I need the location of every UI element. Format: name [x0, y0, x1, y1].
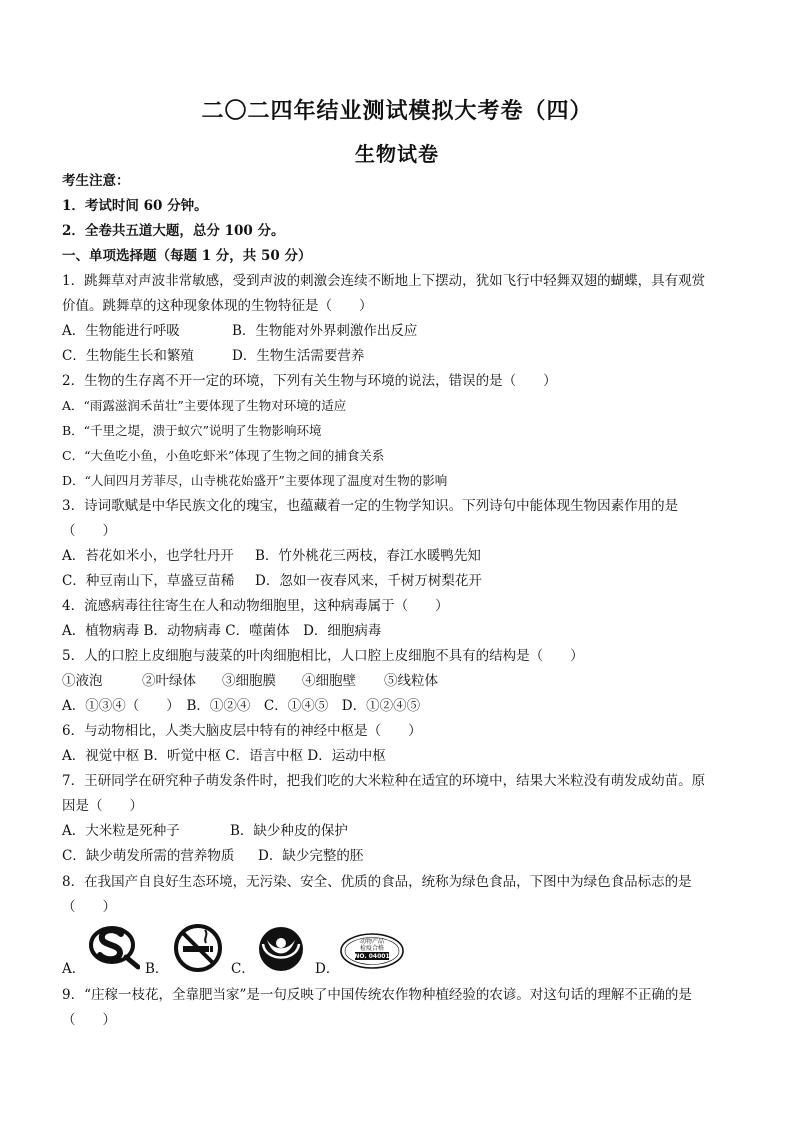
q1-options-row1 [62, 322, 417, 340]
q2-stem: 2．生物的生存离不开一定的环境，下列有关生物与环境的说法，错误的是（ ） [62, 373, 557, 389]
animal-quarantine-stamp-icon [339, 932, 405, 970]
q8-stem-line1: 8．在我国产自良好生态环境，无污染、安全、优质的食品，统称为绿色食品，下图中为绿色食品标志的是 [62, 874, 692, 890]
notice-item-2: 2．全卷共五道大题，总分 100 分。 [62, 223, 285, 239]
q9-stem-line2: （ ） [62, 1012, 116, 1028]
q2-option-c: C．“大鱼吃小鱼，小鱼吃虾米”体现了生物之间的捕食关系 [62, 448, 385, 463]
q1-options-row2 [62, 347, 364, 365]
qs-quality-logo-icon [88, 924, 140, 974]
q8-option-c-label: C． [231, 961, 255, 977]
stamp-line-2: 检疫合格 [359, 945, 384, 952]
q1-stem-line1: 1．跳舞草对声波非常敏感，受到声波的刺激会连续不断地上下摆动，犹如飞行中轻舞双翅的蝴蝶，具有观赏 [62, 273, 706, 289]
q3-option-a: A．苔花如米小，也学牡丹开 [62, 548, 234, 564]
q9-stem-line1: 9．“庄稼一枝花，全靠肥当家”是一句反映了中国传统农作物种植经验的农谚。对这句话的理解不正确的是 [62, 987, 692, 1003]
q1-option-b: B．生物能对外界刺激作出反应 [232, 323, 418, 339]
q5-item: ④细胞壁 [302, 673, 356, 689]
q5-item: ③细胞膜 [222, 673, 276, 689]
q3-option-b: B．竹外桃花三两枝，春江水暖鸭先知 [255, 548, 481, 564]
q3-options-row1 [62, 547, 481, 565]
q1-option-d: D．生物生活需要营养 [232, 348, 365, 364]
q7-option-c: C．缺少萌发所需的营养物质 [62, 848, 235, 864]
q3-stem-line1: 3．诗词歌赋是中华民族文化的瑰宝，也蕴藏着一定的生物学知识。下列诗句中能体现生物因素作用的是 [62, 498, 679, 514]
q3-stem-line2: （ ） [62, 523, 116, 539]
green-food-logo-icon [255, 924, 307, 978]
exam-subtitle: 生物试卷 [355, 142, 439, 166]
q6-options: A．视觉中枢 B．听觉中枢 C．语言中枢 D．运动中枢 [62, 748, 386, 764]
stamp-line-1: 动物产品 [359, 938, 384, 945]
q5-item: ②叶绿体 [142, 673, 196, 689]
q2-option-a: A．“雨露滋润禾苗壮”主要体现了生物对环境的适应 [62, 398, 347, 413]
q5-stem: 5．人的口腔上皮细胞与菠菜的叶肉细胞相比，人口腔上皮细胞不具有的结构是（ ） [62, 648, 584, 664]
q5-options: A．①③④（ ） B．①②④ C．①④⑤ D．①②④⑤ [62, 698, 421, 714]
q4-options: A．植物病毒 B．动物病毒 C．噬菌体 D．细胞病毒 [62, 623, 382, 639]
q8-option-a-label: A． [62, 961, 86, 977]
q8-stem-line2: （ ） [62, 899, 116, 915]
q6-stem: 6．与动物相比，人类大脑皮层中特有的神经中枢是（ ） [62, 723, 422, 739]
q5-item: ①液泡 [62, 673, 103, 689]
q8-option-d-label: D． [315, 961, 340, 977]
no-smoking-icon [172, 922, 224, 978]
q4-stem: 4．流感病毒往往寄生在人和动物细胞里，这种病毒属于（ ） [62, 598, 449, 614]
q7-option-b: B．缺少种皮的保护 [230, 823, 348, 839]
q5-item: ⑤线粒体 [384, 673, 438, 689]
exam-title: 二〇二四年结业测试模拟大考卷（四） [201, 98, 593, 124]
q7-stem-line1: 7．王研同学在研究种子萌发条件时，把我们吃的大米粒种在适宜的环境中，结果大米粒没有萌发成幼苗。原 [62, 773, 706, 789]
stamp-number: NO. 04001 [354, 953, 390, 960]
section-1-heading: 一、单项选择题（每题 1 分，共 50 分） [62, 248, 312, 264]
notice-heading: 考生注意： [62, 173, 130, 189]
q8-option-b-label: B． [145, 961, 169, 977]
q7-option-d: D．缺少完整的胚 [258, 848, 364, 864]
q3-option-c: C．种豆南山下，草盛豆苗稀 [62, 573, 235, 589]
q2-option-b: B．“千里之堤，溃于蚁穴”说明了生物影响环境 [62, 423, 322, 438]
q2-option-d: D．“人间四月芳菲尽，山寺桃花始盛开”主要体现了温度对生物的影响 [62, 473, 448, 488]
q7-options-row1 [62, 822, 348, 840]
q7-options-row2 [62, 847, 363, 865]
q7-option-a: A．大米粒是死种子 [62, 823, 180, 839]
q1-option-c: C．生物能生长和繁殖 [62, 348, 194, 364]
q1-option-a: A．生物能进行呼吸 [62, 323, 180, 339]
q1-stem-line2: 价值。跳舞草的这种现象体现的生物特征是（ ） [62, 298, 373, 314]
q5-items-row [62, 672, 438, 690]
q3-options-row2 [62, 572, 482, 590]
notice-item-1: 1．考试时间 60 分钟。 [62, 198, 208, 214]
q3-option-d: D．忽如一夜春风来，千树万树梨花开 [255, 573, 482, 589]
q7-stem-line2: 因是（ ） [62, 798, 143, 814]
